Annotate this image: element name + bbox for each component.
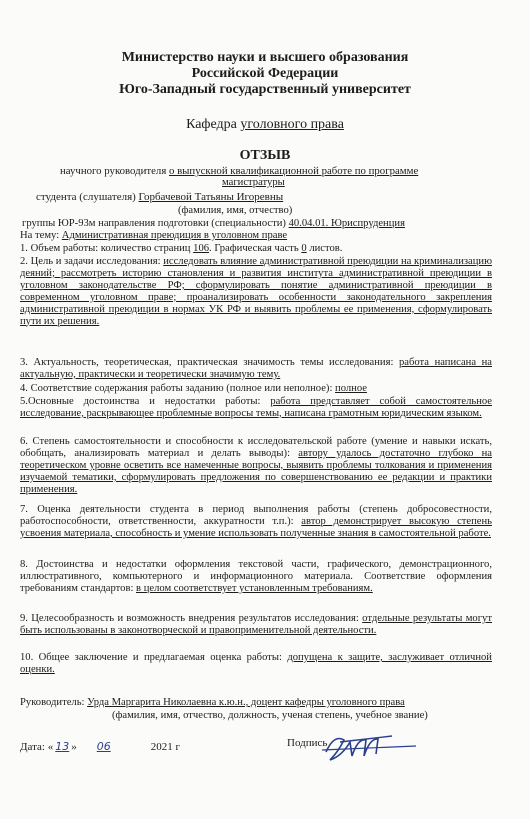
supervisor-value: Урда Маргарита Николаевна к.ю.н., доцент кафедры уголовного права (87, 697, 405, 708)
date-label: Дата: « (20, 741, 54, 753)
subtitle-prefix: научного руководителя (60, 165, 169, 177)
item-6-label: 6. Степень самостоятельности и способности к исследовательской работе (умение и навыки искать, обобщать, анализировать материал и делать выводы): (20, 436, 492, 459)
subtitle-line-2 (222, 177, 285, 188)
department-name: уголовного права (240, 117, 344, 132)
signature-label: Подпись (287, 737, 328, 749)
item-3-label: 3. Актуальность, теоретическая, практическая значимость темы исследования: (20, 357, 399, 368)
item-7-label: 7. Оценка деятельности студента в период выполнения работы (степень добросовестности, работоспособности, ответственности, аккуратности т.п.): (20, 504, 492, 527)
student-name: Горбачевой Татьяны Игоревны (138, 191, 284, 203)
student-line (36, 191, 283, 203)
item-7 (20, 504, 492, 540)
date-month: 06 (96, 740, 111, 753)
supervisor-label: Руководитель: (20, 697, 88, 708)
item-3 (20, 357, 492, 381)
signature-image (320, 730, 420, 766)
item-8-value: в целом соответствует установленным требованиям. (136, 582, 373, 594)
university-name: Юго-Западный государственный университет (119, 82, 411, 97)
item-10-label: 10. Общее заключение и предлагаемая оценка работы: (20, 652, 288, 663)
item-4-value: полное (335, 383, 367, 394)
date-line (20, 740, 180, 753)
item-9-label: 9. Целесообразность и возможность внедрения результатов исследования: (20, 613, 363, 624)
item-1 (20, 243, 342, 254)
item-10 (20, 652, 492, 676)
document-title: ОТЗЫВ (239, 148, 291, 163)
subtitle-line (60, 165, 418, 177)
item-1-text-a: 1. Объем работы: количество страниц (20, 243, 194, 254)
item-5-label: 5.Основные достоинства и недостатки работы: (20, 396, 271, 407)
item-1-pages: 106 (193, 243, 210, 254)
item-9 (20, 613, 492, 637)
item-5 (20, 396, 492, 420)
item-1-text-b: . Графическая часть (209, 243, 302, 254)
item-9-value: отдельные результаты могут быть использованы в законотворческой и правоприменительной деятельности. (20, 613, 492, 636)
item-8-label: 8. Достоинства и недостатки оформления текстовой части, графического, демонстрационного, иллюстративного, компьютерного и информационного материала. Соответствие оформления требованиям стандартов: (20, 559, 492, 594)
topic-label: На тему: (20, 230, 62, 241)
item-6-value: автору удалось достаточно глубоко на теоретическом уровне осветить все намеченные вопросы, выявить проблемы толкования и применения изучаемой тематики, сформулировать предложения по совершенствованию ее редакции и практики применения. (20, 447, 492, 495)
date-mid: » (71, 741, 77, 753)
topic-value: Административная преюдиция в уголовном праве (61, 230, 288, 241)
group-prefix: группы ЮР-93м направления подготовки (специальности) (22, 218, 289, 229)
subtitle-program: магистратуры (222, 177, 285, 188)
date-day: 13 (55, 740, 70, 753)
item-5-value: работа представляет собой самостоятельное исследование, раскрывающее проблемные вопросы темы, написана грамотным юридическим языком. (20, 396, 492, 419)
item-8 (20, 559, 492, 595)
federation-name: Российской Федерации (191, 66, 339, 81)
item-4-label: 4. Соответствие содержания работы заданию (полное или неполное): (20, 383, 336, 394)
student-label: студента (слушателя) (36, 191, 139, 203)
specialty-code: 40.04.01. Юриспруденция (288, 218, 405, 229)
item-2-value: исследовать влияние административной преюдиции на криминализацию деяний; рассмотреть историю становления и развития института административной преюдиции в уголовном законодательстве РФ; сформулировать понятие административной преюдиции в современном уголовном праве; проанализировать особенности законодательного закрепления административной преюдиции в нормах УК РФ и выявить проблемы ее применения, сформулировать пути их решения. (20, 256, 493, 327)
supervisor-line (20, 697, 405, 708)
item-6 (20, 436, 492, 496)
item-2-label: 2. Цель и задачи исследования: (20, 256, 164, 267)
item-1-text-c: листов. (306, 243, 343, 254)
subtitle-work-type: о выпускной квалификационной работе по программе (168, 165, 419, 177)
item-10-value: допущена к защите, заслуживает отличной оценки. (20, 652, 492, 675)
item-7-value: автор демонстрирует высокую степень усвоения материала, способность и умение использовать полученные знания в самостоятельной работе. (20, 515, 492, 539)
supervisor-caption: (фамилия, имя, отчество, должность, ученая степень, учебное звание) (112, 710, 428, 721)
ministry-name: Министерство науки и высшего образования (121, 50, 409, 65)
student-caption: (фамилия, имя, отчество) (178, 205, 293, 216)
topic-line (20, 230, 287, 241)
item-3-value: работа написана на актуальную, практически и теоретически значимую тему. (20, 357, 492, 380)
department-line (0, 117, 530, 133)
item-1-graphic: 0 (301, 243, 307, 254)
date-year: 2021 г (150, 741, 180, 753)
department-prefix: Кафедра (186, 117, 241, 132)
item-4 (20, 383, 492, 395)
item-2 (20, 256, 492, 327)
group-line (22, 218, 405, 229)
